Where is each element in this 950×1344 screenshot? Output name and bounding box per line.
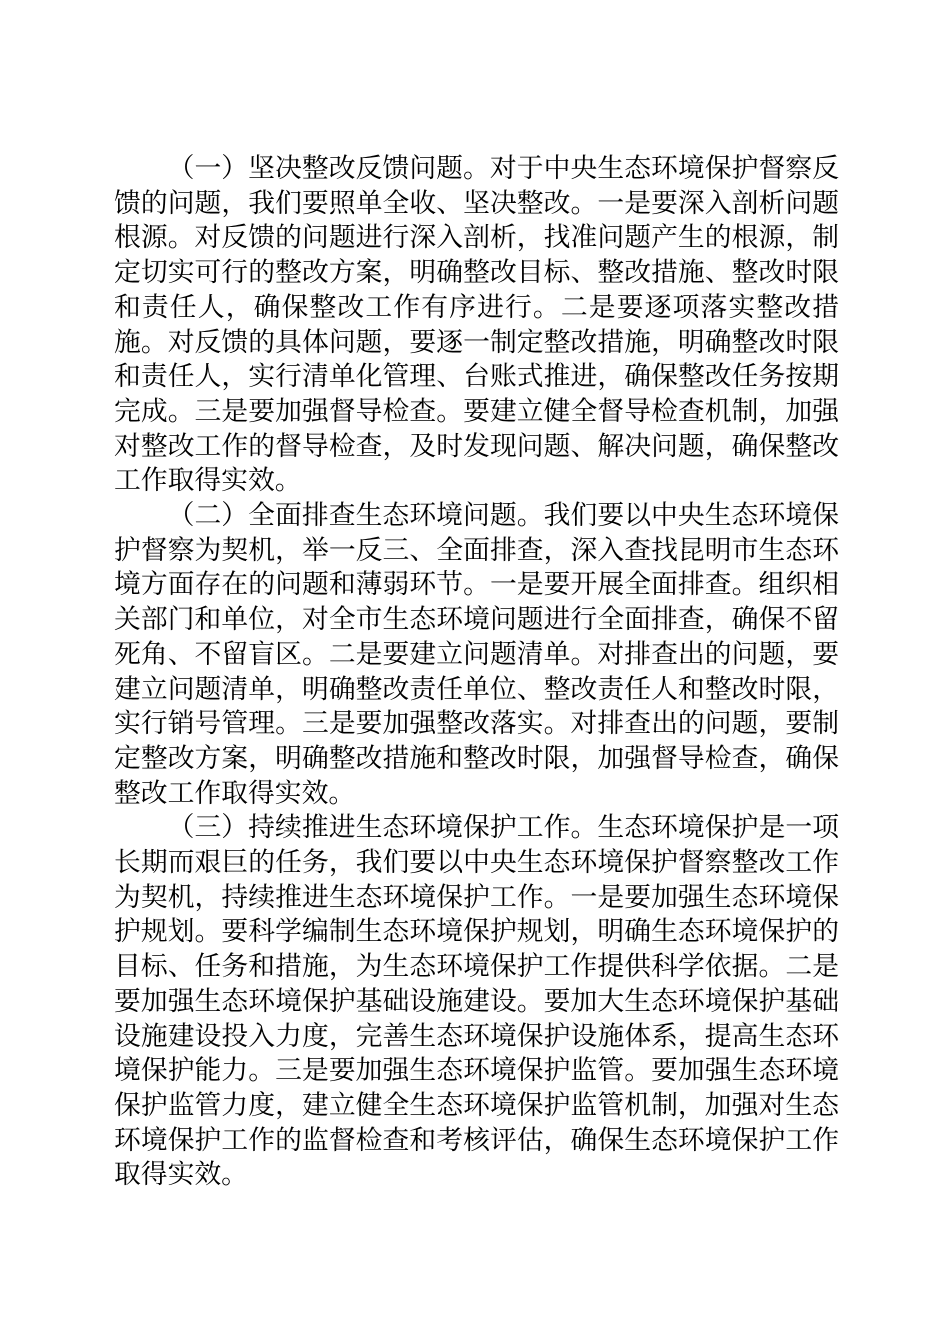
paragraph-section-1: （一）坚决整改反馈问题。对于中央生态环境保护督察反馈的问题，我们要照单全收、坚决整改。一是要深入剖析问题根源。对反馈的问题进行深入剖析，找准问题产生的根源，制定切实可行的整改方案，明确整改目标、整改措施、整改时限和责任人，确保整改工作有序进行。二是要逐项落实整改措施。对反馈的具体问题，要逐一制定整改措施，明确整改时限和责任人，实行清单化管理、台账式推进，确保整改任务按期完成。三是要加强督导检查。要建立健全督导检查机制，加强对整改工作的督导检查，及时发现问题、解决问题，确保整改工作取得实效。 xyxy=(114,153,839,496)
document-body xyxy=(114,151,839,1192)
paragraph-section-2: （二）全面排查生态环境问题。我们要以中央生态环境保护督察为契机，举一反三、全面排查，深入查找昆明市生态环境方面存在的问题和薄弱环节。一是要开展全面排查。组织相关部门和单位，对全市生态环境问题进行全面排查，确保不留死角、不留盲区。二是要建立问题清单。对排查出的问题，要建立问题清单，明确整改责任单位、整改责任人和整改时限，实行销号管理。三是要加强整改落实。对排查出的问题，要制定整改方案，明确整改措施和整改时限，加强督导检查，确保整改工作取得实效。 xyxy=(114,500,839,808)
paragraph-section-3: （三）持续推进生态环境保护工作。生态环境保护是一项长期而艰巨的任务，我们要以中央生态环境保护督察整改工作为契机，持续推进生态环境保护工作。一是要加强生态环境保护规划。要科学编制生态环境保护规划，明确生态环境保护的目标、任务和措施，为生态环境保护工作提供科学依据。二是要加强生态环境保护基础设施建设。要加大生态环境保护基础设施建设投入力度，完善生态环境保护设施体系，提高生态环境保护能力。三是要加强生态环境保护监管。要加强生态环境保护监管力度，建立健全生态环境保护监管机制，加强对生态环境保护工作的监督检查和考核评估，确保生态环境保护工作取得实效。 xyxy=(114,812,839,1190)
